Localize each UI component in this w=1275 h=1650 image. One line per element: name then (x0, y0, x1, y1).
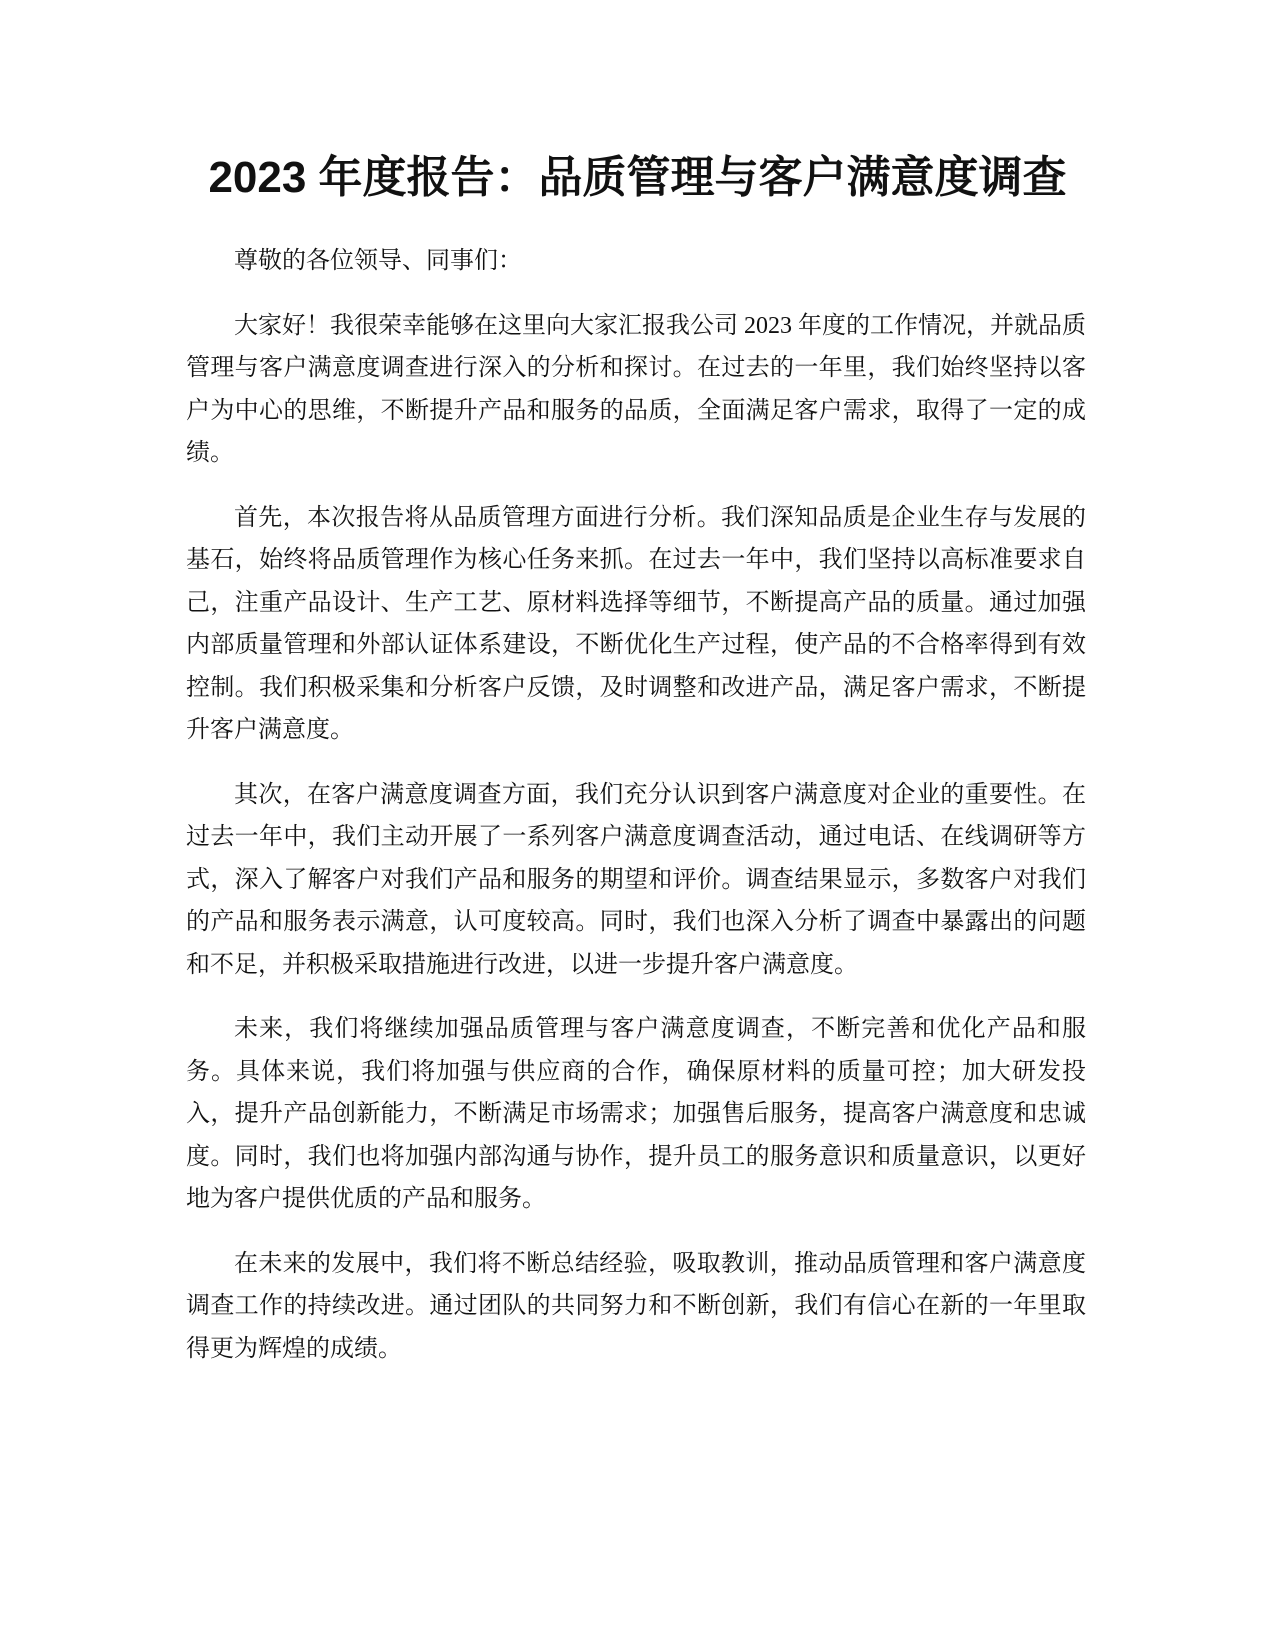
paragraph-future-plans: 未来，我们将继续加强品质管理与客户满意度调查，不断完善和优化产品和服务。具体来说，我们将加强与供应商的合作，确保原材料的质量可控；加大研发投入，提升产品创新能力，不断满足市场需求；加强售后服务，提高客户满意度和忠诚度。同时，我们也将加强内部沟通与协作，提升员工的服务意识和质量意识，以更好地为客户提供优质的产品和服务。 (186, 1016, 1086, 1212)
salutation: 尊敬的各位领导、同事们： (234, 248, 522, 274)
paragraph-quality-management: 首先，本次报告将从品质管理方面进行分析。我们深知品质是企业生存与发展的基石，始终将品质管理作为核心任务来抓。在过去一年中，我们坚持以高标准要求自己，注重产品设计、生产工艺、原材料选择等细节，不断提高产品的质量。通过加强内部质量管理和外部认证体系建设，不断优化生产过程，使产品的不合格率得到有效控制。我们积极采集和分析客户反馈，及时调整和改进产品，满足客户需求，不断提升客户满意度。 (186, 504, 1086, 743)
paragraph-customer-satisfaction: 其次，在客户满意度调查方面，我们充分认识到客户满意度对企业的重要性。在过去一年中，我们主动开展了一系列客户满意度调查活动，通过电话、在线调研等方式，深入了解客户对我们产品和服务的期望和评价。调查结果显示，多数客户对我们的产品和服务表示满意，认可度较高。同时，我们也深入分析了调查中暴露出的问题和不足，并积极采取措施进行改进，以进一步提升客户满意度。 (186, 781, 1086, 978)
paragraph-conclusion: 在未来的发展中，我们将不断总结经验，吸取教训，推动品质管理和客户满意度调查工作的持续改进。通过团队的共同努力和不断创新，我们有信心在新的一年里取得更为辉煌的成绩。 (186, 1250, 1086, 1362)
document-body (186, 240, 1086, 1392)
document-title: 2023 年度报告：品质管理与客户满意度调查 (208, 153, 1067, 202)
paragraph-intro: 大家好！我很荣幸能够在这里向大家汇报我公司 2023 年度的工作情况，并就品质管理与客户满意度调查进行深入的分析和探讨。在过去的一年里，我们始终坚持以客户为中心的思维，不断提升产品和服务的品质，全面满足客户需求，取得了一定的成绩。 (186, 312, 1086, 466)
